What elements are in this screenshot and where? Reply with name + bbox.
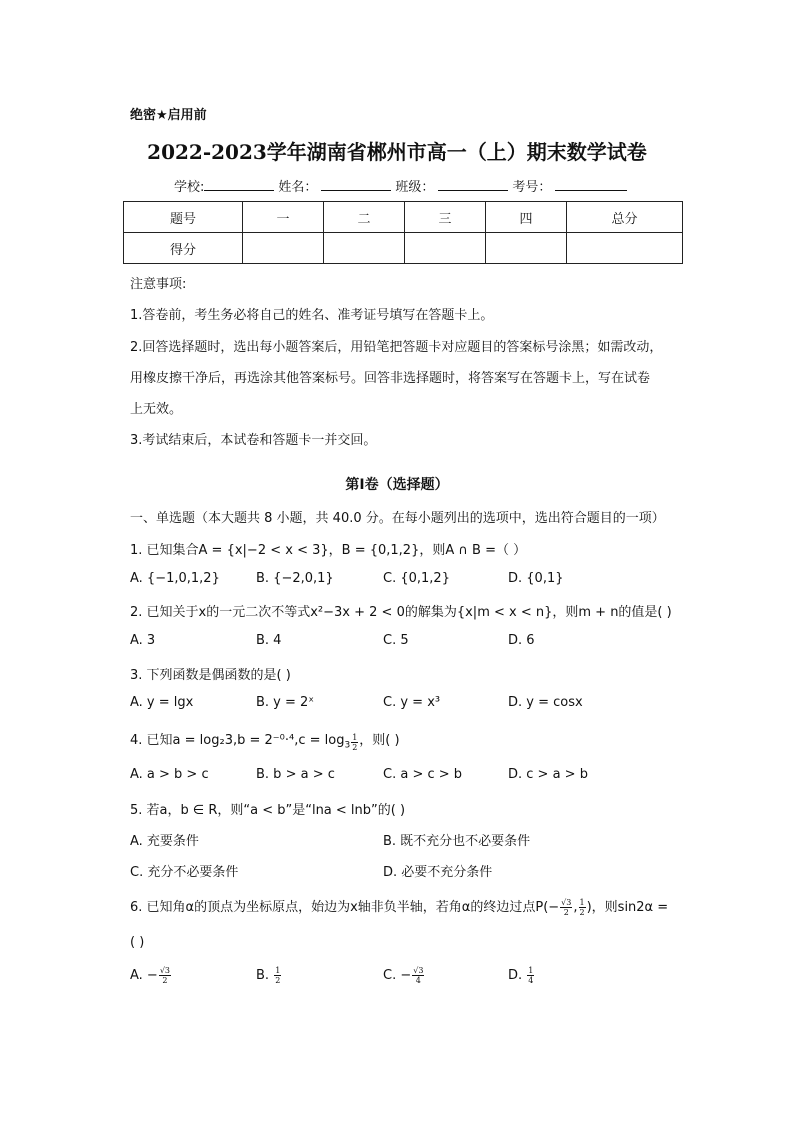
score-cell: [486, 233, 567, 264]
score-cell: [324, 233, 405, 264]
score-header-cell: 三: [405, 202, 486, 233]
score-row-label: 得分: [124, 233, 243, 264]
q6-option-d: [508, 966, 535, 985]
part-one-heading: 一、单选题（本大题共 8 小题，共 40.0 分。在每小题列出的选项中，选出符合题目的一项）: [130, 511, 665, 526]
question-3-stem: 3. 下列函数是偶函数的是( ): [130, 668, 291, 683]
score-header-cell: 二: [324, 202, 405, 233]
q6-point-separator: ,: [573, 900, 578, 915]
q6-option-a-label: A. −: [130, 968, 158, 983]
q5-option-d: D. 必要不充分条件: [383, 865, 493, 880]
q6-stem-start: 6. 已知角α的顶点为坐标原点，始边为x轴非负半轴，若角α的终边过点P(−: [130, 900, 560, 915]
school-label: 学校:: [174, 180, 205, 195]
note-item-1: 1.答卷前，考生务必将自己的姓名、准考证号填写在答题卡上。: [130, 308, 494, 323]
q6-point-y-fraction: [579, 898, 586, 917]
q6-option-a: [130, 966, 172, 985]
q4-fraction: [351, 733, 358, 752]
q6-option-c-denominator: 4: [415, 976, 421, 985]
q4-fraction-numerator: 1: [352, 733, 358, 742]
q2-option-c: C. 5: [383, 633, 409, 648]
q6-point-x-numerator: √3: [561, 898, 572, 907]
q5-option-a: A. 充要条件: [130, 834, 199, 849]
note-item-3: 3.考试结束后，本试卷和答题卡一并交回。: [130, 433, 377, 448]
q6-point-y-denominator: 2: [579, 908, 585, 917]
q3-option-c: C. y = x³: [383, 695, 441, 710]
name-blank: [321, 178, 391, 191]
score-header-cell: 题号: [124, 202, 243, 233]
q6-option-a-fraction: [159, 966, 171, 985]
q1-option-d: D. {0,1}: [508, 571, 564, 586]
q3-option-a: A. y = lgx: [130, 695, 194, 710]
q6-option-b-fraction: [274, 966, 281, 985]
q6-option-c-fraction: [412, 966, 424, 985]
q3-option-d: D. y = cosx: [508, 695, 583, 710]
q6-option-b-label: B.: [256, 968, 270, 983]
score-table: [123, 201, 683, 264]
q6-option-b-numerator: 1: [275, 966, 281, 975]
q6-point-x-fraction: [560, 898, 572, 917]
question-4-stem: [130, 729, 400, 752]
q4-stem-end: ，则( ): [359, 733, 400, 748]
question-2-stem: 2. 已知关于x的一元二次不等式x²−3x + 2 < 0的解集为{x|m < x < n}，则m + n的值是( ): [130, 605, 672, 620]
q4-stem-start: 4. 已知a = log₂3,b = 2⁻⁰·⁴,c = log: [130, 733, 345, 748]
q4-option-d: D. c > a > b: [508, 767, 588, 782]
q6-option-a-numerator: √3: [159, 966, 171, 975]
name-label: 姓名：: [278, 180, 318, 195]
q4-option-c: C. a > c > b: [383, 767, 463, 782]
score-table-score-row: [124, 233, 683, 264]
q2-option-a: A. 3: [130, 633, 156, 648]
q3-option-b: B. y = 2ˣ: [256, 695, 315, 710]
q2-option-d: D. 6: [508, 633, 535, 648]
q4-fraction-denominator: 2: [352, 743, 358, 752]
exam-title: 2022-2023学年湖南省郴州市高一（上）期末数学试卷: [147, 140, 647, 164]
q6-option-b: [256, 966, 282, 985]
q5-option-c: C. 充分不必要条件: [130, 865, 239, 880]
question-5-stem: 5. 若a，b ∈ R，则“a < b”是“lna < lnb”的( ): [130, 803, 406, 818]
note-item-2-line-3: 上无效。: [130, 402, 183, 417]
score-cell: [243, 233, 324, 264]
exam-no-blank: [555, 178, 627, 191]
q5-option-b: B. 既不充分也不必要条件: [383, 834, 531, 849]
score-header-cell: 总分: [567, 202, 683, 233]
section-title: 第Ⅰ卷（选择题）: [345, 477, 449, 493]
q6-option-d-fraction: [527, 966, 534, 985]
q4-option-b: B. b > a > c: [256, 767, 335, 782]
q6-stem-end: )，则sin2α =: [586, 900, 669, 915]
school-blank: [204, 178, 274, 191]
q6-option-c-label: C. −: [383, 968, 412, 983]
notes-heading: 注意事项:: [130, 277, 187, 292]
q6-point-y-numerator: 1: [579, 898, 585, 907]
score-table-header-row: [124, 202, 683, 233]
exam-no-label: 考号：: [512, 180, 552, 195]
note-item-2-line-1: 2.回答选择题时，选出每小题答案后，用铅笔把答题卡对应题目的答案标号涂黑；如需改动，: [130, 340, 663, 355]
class-label: 班级：: [395, 180, 435, 195]
q6-point-x-denominator: 2: [563, 908, 569, 917]
q6-option-a-denominator: 2: [162, 976, 168, 985]
question-6-stem: [130, 896, 668, 917]
secret-label: 绝密★启用前: [130, 108, 207, 123]
note-item-2-line-2: 用橡皮擦干净后，再选涂其他答案标号。回答非选择题时，将答案写在答题卡上，写在试卷: [130, 371, 651, 386]
q6-option-d-numerator: 1: [528, 966, 534, 975]
q6-option-c: [383, 966, 425, 985]
question-6-stem-line-2: ( ): [130, 935, 145, 950]
q6-option-c-numerator: √3: [413, 966, 424, 975]
student-info-line: [174, 176, 631, 195]
q6-option-d-denominator: 4: [528, 976, 534, 985]
q4-option-a: A. a > b > c: [130, 767, 209, 782]
q1-option-c: C. {0,1,2}: [383, 571, 450, 586]
q2-option-b: B. 4: [256, 633, 282, 648]
score-header-cell: 一: [243, 202, 324, 233]
score-header-cell: 四: [486, 202, 567, 233]
question-1-stem: 1. 已知集合A = {x|−2 < x < 3}，B = {0,1,2}，则A ∩ B =（ ）: [130, 543, 527, 558]
q6-option-b-denominator: 2: [275, 976, 281, 985]
score-cell: [567, 233, 683, 264]
q6-option-d-label: D.: [508, 968, 523, 983]
q1-option-b: B. {−2,0,1}: [256, 571, 334, 586]
class-blank: [438, 178, 508, 191]
score-cell: [405, 233, 486, 264]
q1-option-a: A. {−1,0,1,2}: [130, 571, 220, 586]
q4-log-base: 3: [344, 740, 351, 751]
